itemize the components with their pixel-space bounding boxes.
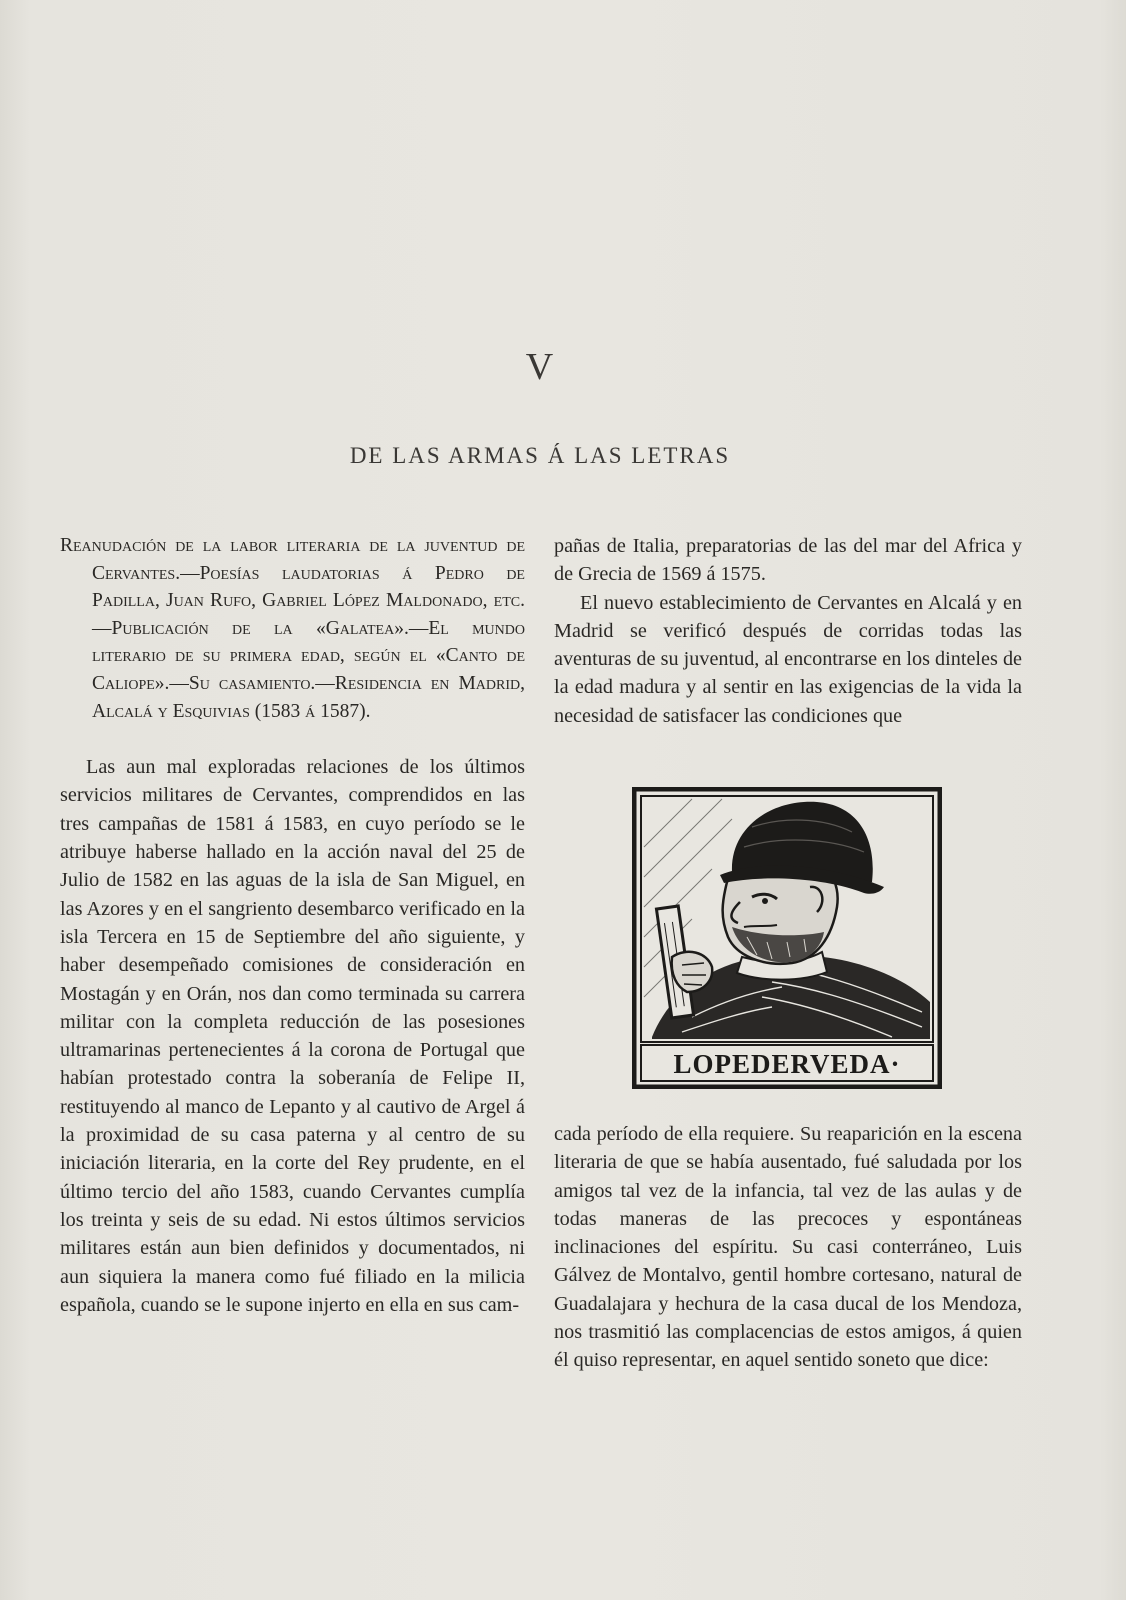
woodcut-illustration — [632, 787, 942, 1089]
right-column-after-image: cada período de ella requiere. Su reaparición en la escena literaria de que se había ausentado, fué saludada por los amigos tal vez de la infancia, tal vez de las aulas y de todas maneras de las precoces y espontáneas inclinaciones del espíritu. Su casi conterráneo, Luis Gálvez de Montalvo, gentil hombre cortesano, natural de Guadalajara y hechura de la casa ducal de los Mendoza, nos trasmitió las complacencias de estos amigos, á quien él quiso representar, en aquel sentido soneto que dice: — [554, 1123, 1022, 1372]
left-column-paragraph: Las aun mal exploradas relaciones de los últimos servicios militares de Cervantes, comprendidos en las tres campañas de 1581 á 1583, en cuyo período se le atribuye haberse hallado en la acción naval del 25 de Julio de 1582 en las aguas de la isla de San Miguel, en las Azores y en el sangriento desembarco verificado en la isla Tercera en 15 de Septiembre del año siguiente, y haber desempeñado comisiones de consideración en Mostagán y en Orán, nos dan como terminada su carrera militar con la completa reducción de las posesiones ultramarinas pertenecientes á la corona de Portugal que habían protestado contra la soberanía de Felipe II, restituyendo al manco de Lepanto y al cautivo de Argel á la proximidad de su casa paterna y al centro de su iniciación literaria, en la corte del Rey prudente, en el último tercio del año 1583, cuando Cervantes cumplía los treinta y seis de su edad. Ni estos últimos servicios militares están aun bien definidos y documentados, ni aun siquiera la manera como fué filiado en la milicia española, cuando se le supone injerto en ella en sus cam- — [60, 756, 525, 1316]
right-column — [554, 532, 1022, 730]
chapter-summary: Reanudación de la labor literaria de la juventud de Cervantes.—Poesías laudatorias á Pedro de Padilla, Juan Rufo, Gabriel López Maldonado, etc.—Publicación de la «Galatea».—El mundo literario de su primera edad, según el «Canto de Caliope».—Su casamiento.—Residencia en Madrid, Alcalá y Esquivias (1583 á 1587). — [60, 535, 525, 722]
right-column-lower — [554, 1120, 1022, 1375]
right-column-paragraph: El nuevo establecimiento de Cervantes en Alcalá y en Madrid se verificó después de corridas todas las aventuras de su juventud, al encontrarse en los dinteles de la edad madura y al sentir en las exigencias de la vida la necesidad de satisfacer las condiciones que — [554, 591, 1022, 727]
left-column — [60, 532, 525, 1319]
right-column-continuation: pañas de Italia, preparatorias de las del mar del Africa y de Grecia de 1569 á 1575. — [554, 535, 1022, 586]
chapter-numeral: V — [525, 346, 555, 388]
woodcut-portrait-image — [632, 787, 942, 1089]
woodcut-caption: LOPEDERVEDA· — [673, 1049, 901, 1079]
chapter-title: DE LAS ARMAS Á LAS LETRAS — [349, 443, 731, 468]
